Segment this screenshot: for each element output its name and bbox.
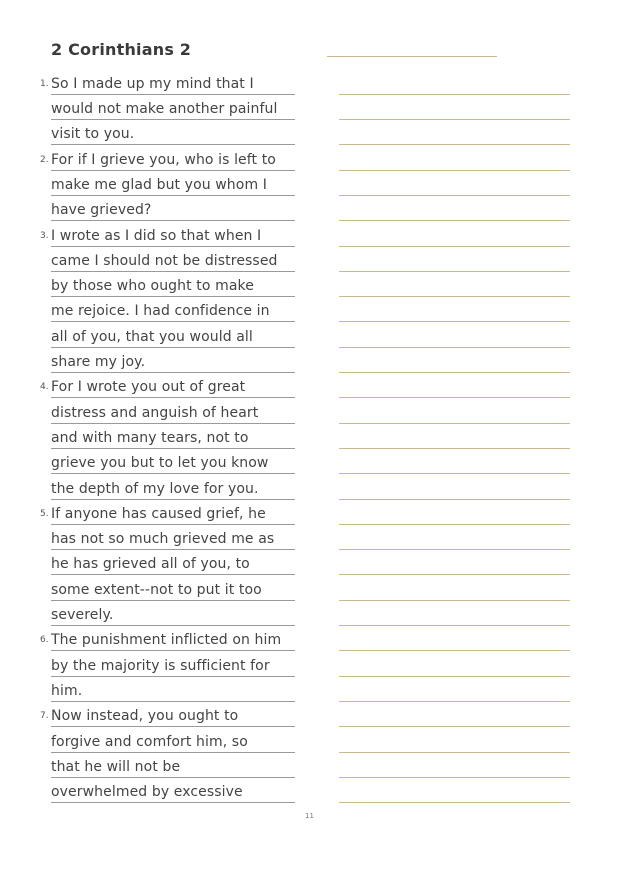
verse-text: that he will not be (51, 758, 181, 775)
verse-text: Now instead, you ought to (51, 708, 239, 725)
verse-line (0, 626, 624, 651)
verse-line (0, 70, 624, 95)
verse-line (0, 145, 624, 170)
verse-text: he has grieved all of you, to (51, 556, 250, 573)
verse-line (0, 348, 624, 373)
verse-line (0, 677, 624, 702)
verse-number: 1. (40, 78, 49, 89)
verse-line (0, 95, 624, 120)
verse-line (0, 323, 624, 348)
verse-text: forgive and comfort him, so (51, 733, 248, 750)
verse-text: The punishment inflicted on him (51, 632, 282, 649)
verse-text: came I should not be distressed (51, 252, 278, 269)
verse-text: has not so much grieved me as (51, 531, 275, 548)
verse-text: me rejoice. I had confidence in (51, 303, 270, 320)
verse-line (0, 120, 624, 145)
verse-number: 5. (40, 508, 49, 519)
verse-text: overwhelmed by excessive (51, 784, 243, 801)
verse-text: visit to you. (51, 126, 135, 143)
verse-line (0, 525, 624, 550)
verse-text: share my joy. (51, 354, 146, 371)
verse-text: make me glad but you whom I (51, 176, 267, 193)
verse-line (0, 196, 624, 221)
verse-line (0, 500, 624, 525)
verse-line (0, 272, 624, 297)
verse-line (0, 778, 624, 803)
verse-line (0, 171, 624, 196)
verse-text: For I wrote you out of great (51, 379, 246, 396)
verse-line (0, 373, 624, 398)
writing-line (339, 802, 570, 803)
verse-line (0, 297, 624, 322)
verse-text: grieve you but to let you know (51, 455, 269, 472)
verse-text: So I made up my mind that I (51, 75, 254, 92)
verse-text: the depth of my love for you. (51, 480, 259, 497)
verse-line (0, 651, 624, 676)
verse-number: 2. (40, 154, 49, 165)
verse-line (0, 424, 624, 449)
verse-line (0, 576, 624, 601)
verse-text: some extent--not to put it too (51, 581, 262, 598)
verse-line (0, 221, 624, 246)
verse-text: severely. (51, 607, 114, 624)
verse-text: If anyone has caused grief, he (51, 505, 266, 522)
page-footer: 11 (305, 812, 314, 820)
verse-text: and with many tears, not to (51, 429, 249, 446)
verse-text: would not make another painful (51, 101, 278, 118)
text-underline (51, 802, 295, 803)
verse-text: by those who ought to make (51, 278, 254, 295)
verse-line (0, 398, 624, 423)
verse-line (0, 247, 624, 272)
verse-line (0, 702, 624, 727)
page-title: 2 Corinthians 2 (51, 40, 192, 59)
verse-number: 4. (40, 382, 49, 393)
verse-line (0, 727, 624, 752)
verse-text: For if I grieve you, who is left to (51, 151, 276, 168)
verse-number: 7. (40, 711, 49, 722)
title-writing-line (327, 56, 497, 57)
verse-number: 3. (40, 230, 49, 241)
verse-text: I wrote as I did so that when I (51, 227, 262, 244)
verse-text: distress and anguish of heart (51, 404, 259, 421)
verse-text: him. (51, 682, 83, 699)
verse-line (0, 449, 624, 474)
verse-line (0, 601, 624, 626)
verse-text: have grieved? (51, 202, 152, 219)
verse-line (0, 753, 624, 778)
verse-line (0, 550, 624, 575)
verse-text: all of you, that you would all (51, 328, 253, 345)
verse-text: by the majority is sufficient for (51, 657, 270, 674)
verse-line (0, 474, 624, 499)
verse-number: 6. (40, 635, 49, 646)
